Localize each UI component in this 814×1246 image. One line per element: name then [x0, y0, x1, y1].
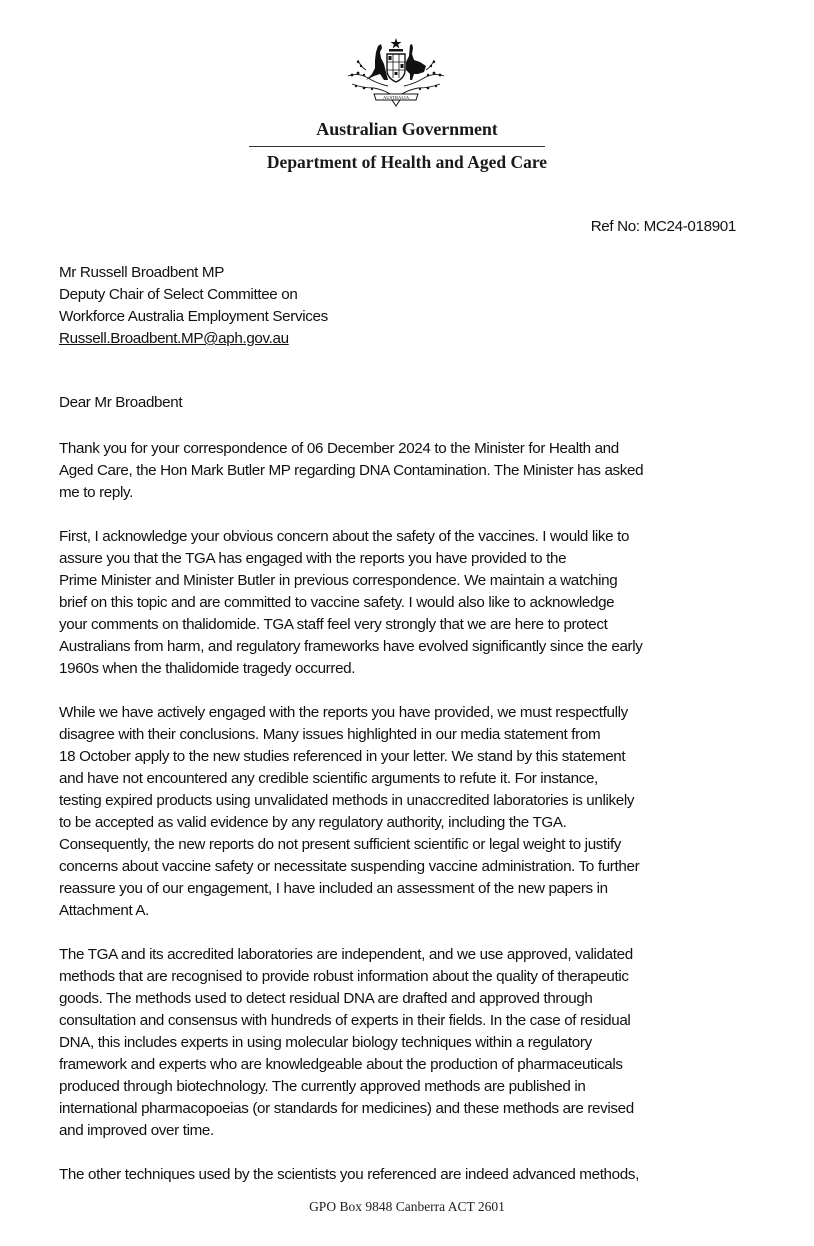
paragraph-line: international pharmacopoeias (or standards for medicines) and these methods are revised — [59, 1100, 634, 1117]
recipient-email-link[interactable]: Russell.Broadbent.MP@aph.gov.au — [59, 330, 289, 347]
paragraph-line: Aged Care, the Hon Mark Butler MP regarding DNA Contamination. The Minister has asked — [59, 462, 644, 479]
paragraph-line: your comments on thalidomide. TGA staff feel very strongly that we are here to protect — [59, 616, 608, 633]
paragraph-line: 18 October apply to the new studies referenced in your letter. We stand by this statement — [59, 748, 626, 765]
svg-text:AUSTRALIA: AUSTRALIA — [382, 95, 410, 100]
salutation: Dear Mr Broadbent — [59, 394, 183, 411]
paragraph-line: and improved over time. — [59, 1122, 214, 1139]
paragraph-line: Australians from harm, and regulatory frameworks have evolved significantly since the early — [59, 638, 643, 655]
coat-of-arms-icon — [344, 36, 448, 108]
paragraph-line: and have not encountered any credible scientific arguments to refute it. For instance, — [59, 770, 598, 787]
paragraph-line: brief on this topic and are committed to vaccine safety. I would also like to acknowledge — [59, 594, 615, 611]
paragraph-line: Thank you for your correspondence of 06 December 2024 to the Minister for Health and — [59, 440, 619, 457]
paragraph-line: Consequently, the new reports do not present sufficient scientific or legal weight to justify — [59, 836, 622, 853]
paragraph-line: produced through biotechnology. The currently approved methods are published in — [59, 1078, 586, 1095]
recipient-address — [59, 262, 328, 350]
paragraph-line: me to reply. — [59, 484, 134, 501]
paragraph-line: testing expired products using unvalidated methods in unaccredited laboratories is unlikely — [59, 792, 635, 809]
paragraph-line: reassure you of our engagement, I have included an assessment of the new papers in — [59, 880, 608, 897]
paragraph-line: concerns about vaccine safety or necessitate suspending vaccine administration. To further — [59, 858, 640, 875]
paragraph-line: DNA, this includes experts in using molecular biology techniques within a regulatory — [59, 1034, 592, 1051]
paragraph-line: Attachment A. — [59, 902, 150, 919]
body-paragraph-3 — [59, 702, 749, 922]
paragraph-line: The TGA and its accredited laboratories are independent, and we use approved, validated — [59, 946, 633, 963]
recipient-title-line2: Workforce Australia Employment Services — [59, 308, 328, 325]
body-paragraph-5 — [59, 1164, 749, 1186]
paragraph-line: disagree with their conclusions. Many issues highlighted in our media statement from — [59, 726, 601, 743]
body-paragraph-4 — [59, 944, 749, 1142]
body-paragraph-2 — [59, 526, 749, 680]
paragraph-line: Prime Minister and Minister Butler in previous correspondence. We maintain a watching — [59, 572, 618, 589]
footer-address: GPO Box 9848 Canberra ACT 2601 — [309, 1199, 505, 1214]
paragraph-line: consultation and consensus with hundreds of experts in their fields. In the case of residual — [59, 1012, 631, 1029]
paragraph-line: While we have actively engaged with the reports you have provided, we must respectfully — [59, 704, 628, 721]
paragraph-line: methods that are recognised to provide robust information about the quality of therapeutic — [59, 968, 629, 985]
body-paragraph-1 — [59, 438, 749, 504]
paragraph-line: assure you that the TGA has engaged with the reports you have provided to the — [59, 550, 567, 567]
paragraph-line: First, I acknowledge your obvious concern about the safety of the vaccines. I would like to — [59, 528, 630, 545]
reference-number: Ref No: MC24-018901 — [590, 218, 736, 235]
department-title: Department of Health and Aged Care — [266, 152, 548, 172]
recipient-name: Mr Russell Broadbent MP — [59, 264, 224, 281]
paragraph-line: framework and experts who are knowledgeable about the production of pharmaceuticals — [59, 1056, 623, 1073]
paragraph-line: 1960s when the thalidomide tragedy occurred. — [59, 660, 356, 677]
letterhead-divider — [249, 146, 545, 147]
paragraph-line: goods. The methods used to detect residual DNA are drafted and approved through — [59, 990, 593, 1007]
paragraph-line: to be accepted as valid evidence by any regulatory authority, including the TGA. — [59, 814, 567, 831]
recipient-title-line1: Deputy Chair of Select Committee on — [59, 286, 298, 303]
government-title: Australian Government — [316, 119, 498, 139]
paragraph-line: The other techniques used by the scientists you referenced are indeed advanced methods, — [59, 1166, 639, 1183]
